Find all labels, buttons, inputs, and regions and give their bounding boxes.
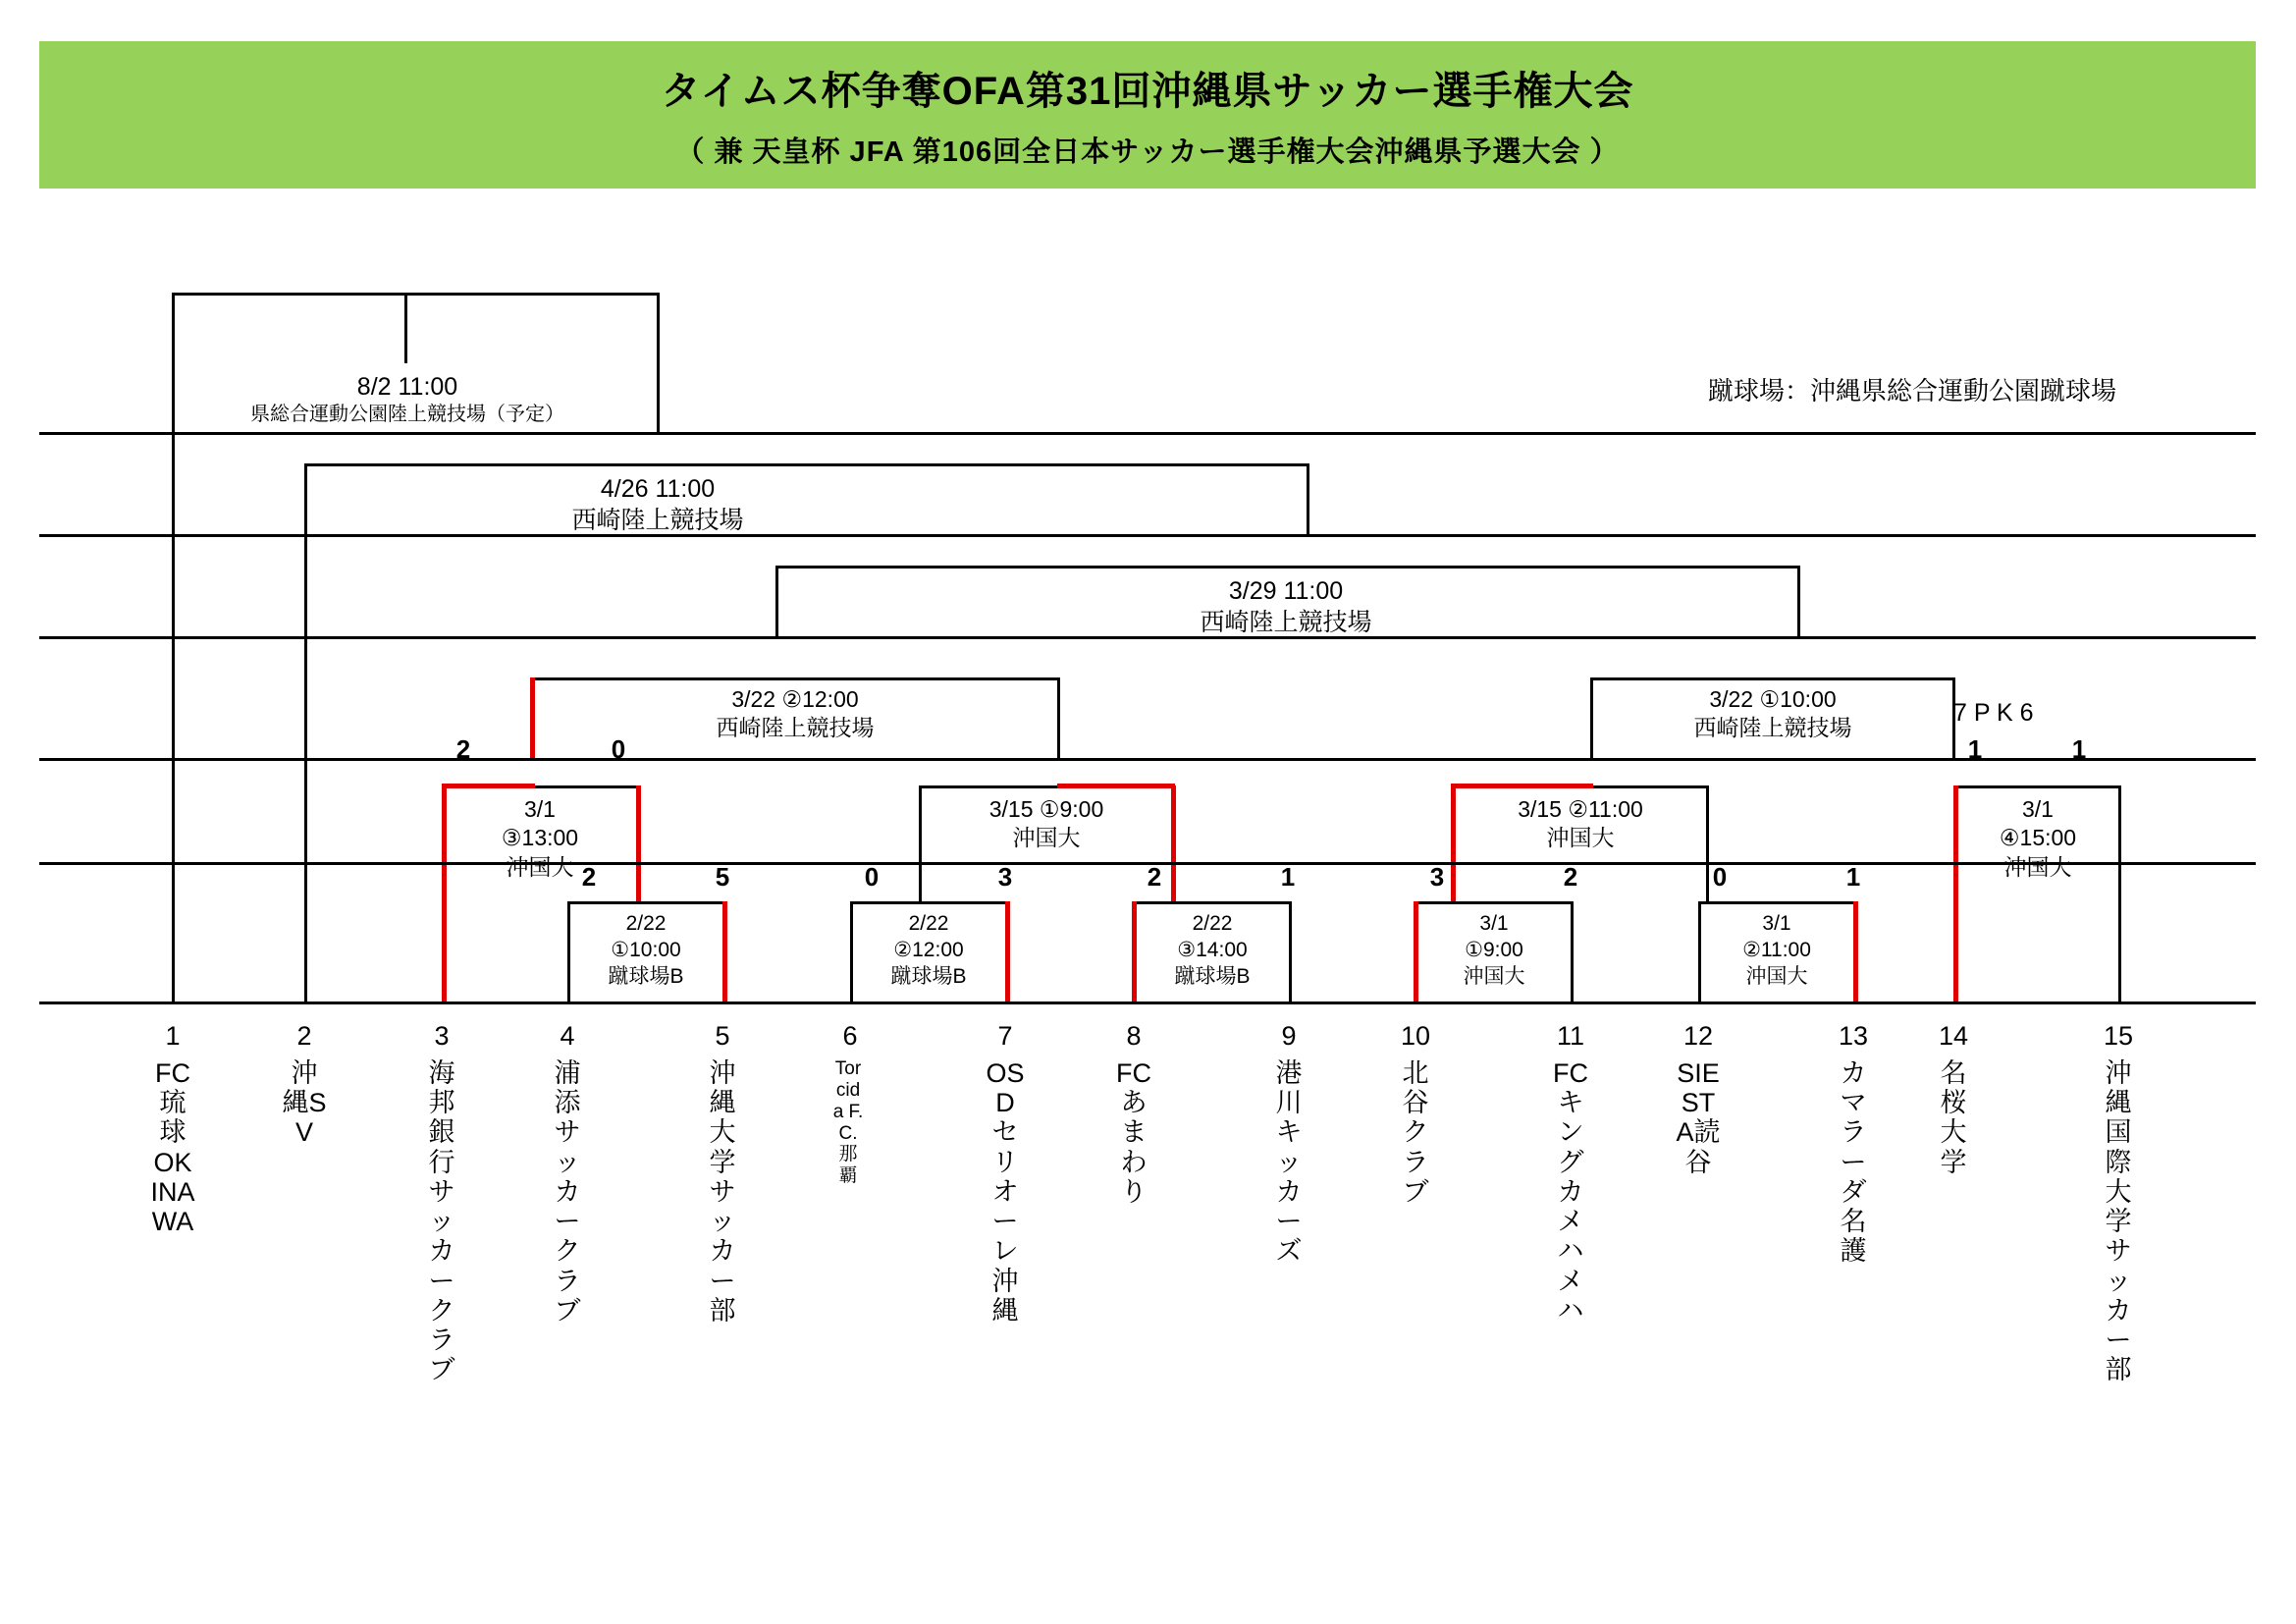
match-r3-right-date: 3/22 ①10:00 (1709, 686, 1837, 712)
line-r1d-top (1415, 901, 1573, 904)
team-name: 沖縄SV (282, 1058, 327, 1148)
line-semi-left (304, 463, 307, 534)
line-r2c-to-r3 (1451, 784, 1593, 788)
match-r1-c-time: ③14:00 (1177, 938, 1248, 961)
seed-number: 7 (997, 1021, 1013, 1051)
match-r1-e-venue: 沖国大 (1745, 964, 1808, 988)
line-r2a-top-winner (442, 784, 535, 788)
line-r1c-top (1134, 901, 1291, 904)
line-r3l-left-winner (530, 677, 535, 758)
team-name: 沖縄大学サッカー部 (709, 1058, 736, 1326)
match-r2-d (1955, 795, 2120, 882)
score-r3-left-left: 2 (455, 734, 471, 764)
score-r3-right-right: 1 (2071, 734, 2087, 764)
match-r1-c-venue: 蹴球場B (1174, 964, 1251, 988)
team-name: カマラーダ名護 (1840, 1058, 1867, 1267)
score-r2-d-left: 3 (1429, 862, 1445, 892)
match-r1-b-venue: 蹴球場B (890, 964, 967, 988)
seed-number: 14 (1938, 1021, 1969, 1051)
score-r2-a-right: 5 (715, 862, 730, 892)
page-subtitle: （ 兼 天皇杯 JFA 第106回全日本サッカー選手権大会沖縄県予選大会 ） (675, 136, 1620, 168)
score-r3-right-left: 1 (1967, 734, 1983, 764)
seed-number: 2 (296, 1021, 312, 1051)
seed-number: 12 (1682, 1021, 1714, 1051)
seed-number: 4 (560, 1021, 575, 1051)
team-name: Torcida F.C.那覇 (832, 1058, 864, 1187)
line-r3l-top (532, 677, 1060, 680)
team-name: 沖縄国際大学サッカー部 (2105, 1058, 2132, 1385)
match-r2-b-date: 3/15 ①9:00 (988, 796, 1104, 822)
match-semi-venue: 西崎陸上競技場 (571, 507, 744, 534)
match-r1-b (850, 911, 1007, 991)
match-final (245, 371, 569, 428)
line-semi-right (1307, 463, 1309, 534)
score-r2-c-left: 2 (1147, 862, 1162, 892)
match-r2-a-time: ③13:00 (501, 825, 579, 851)
page-title: タイムス杯争奪OFA第31回沖縄県サッカー選手権大会 (661, 70, 1634, 113)
team-name: FC琉球 OKINAWA (150, 1058, 195, 1237)
match-r1-b-time: ②12:00 (893, 938, 964, 961)
match-r3-right (1606, 685, 1940, 743)
seed-number: 9 (1281, 1021, 1297, 1051)
seed-number: 15 (2103, 1021, 2134, 1051)
match-r2-d-date: 3/1 (2022, 796, 2054, 822)
line-r3r-top (1590, 677, 1955, 680)
score-r3-left-right: 0 (611, 734, 626, 764)
team-name: 港川キッカーズ (1275, 1058, 1303, 1267)
team-name: FCキングカメハメハ (1553, 1058, 1588, 1326)
match-r1-e (1698, 911, 1855, 991)
stem-1 (172, 432, 175, 1001)
match-r2-a (442, 795, 638, 882)
match-semi-date: 4/26 11:00 (600, 475, 716, 503)
line-q-left (775, 566, 778, 636)
rule-row-6 (39, 1001, 2256, 1004)
line-r1b-top (850, 901, 1007, 904)
team-name: 浦添サッカークラブ (554, 1058, 581, 1326)
line-semi-top (304, 463, 1309, 466)
line-final-right (657, 293, 660, 432)
line-q-right (1797, 566, 1800, 636)
rule-row-1 (39, 432, 2256, 435)
score-r2-b-right: 3 (997, 862, 1013, 892)
score-r2-e-right: 1 (1845, 862, 1861, 892)
match-r1-a-venue: 蹴球場B (608, 964, 684, 988)
match-quarter-right-date: 3/29 11:00 (1228, 577, 1344, 605)
rule-row-2 (39, 534, 2256, 537)
match-r3-left (628, 685, 962, 743)
team-name: OSD セリオーレ沖縄 (986, 1058, 1025, 1326)
match-r1-d-time: ①9:00 (1465, 938, 1523, 961)
match-r2-c-venue: 沖国大 (1546, 825, 1615, 851)
line-r2d-top (1955, 785, 2120, 788)
match-r2-d-time: ④15:00 (1999, 825, 2077, 851)
match-r1-c (1134, 911, 1291, 991)
match-r2-a-date: 3/1 (524, 796, 556, 822)
match-final-venue: 県総合運動公園陸上競技場（予定） (250, 404, 564, 425)
match-r1-d-venue: 沖国大 (1463, 964, 1525, 988)
line-r1e-top (1698, 901, 1855, 904)
team-name: 北谷クラブ (1402, 1058, 1429, 1207)
seed-number: 10 (1400, 1021, 1431, 1051)
line-final-top (172, 293, 660, 296)
match-r1-c-date: 2/22 (1192, 912, 1233, 935)
pk-result: 7 P K 6 (1953, 699, 2034, 727)
match-quarter-right (1119, 575, 1453, 638)
match-r3-left-venue: 西崎陸上競技場 (716, 715, 875, 741)
match-r1-b-date: 2/22 (908, 912, 949, 935)
match-final-date: 8/2 11:00 (356, 373, 458, 401)
seed-number: 13 (1838, 1021, 1869, 1051)
match-quarter-right-venue: 西崎陸上競技場 (1200, 609, 1372, 636)
line-r3r-left (1590, 677, 1593, 758)
seed-number: 5 (715, 1021, 730, 1051)
match-r2-c (1453, 795, 1708, 853)
match-r2-b (919, 795, 1174, 853)
match-r1-a-date: 2/22 (625, 912, 667, 935)
match-r1-e-time: ②11:00 (1742, 938, 1811, 961)
match-r2-a-venue: 沖国大 (506, 853, 574, 880)
team-name: 名桜大学 (1940, 1058, 1967, 1177)
line-final-left (172, 293, 175, 432)
match-r2-c-date: 3/15 ②11:00 (1518, 796, 1643, 822)
rule-row-4 (39, 758, 2256, 761)
seed-number: 8 (1126, 1021, 1142, 1051)
score-r2-e-left: 0 (1712, 862, 1728, 892)
match-r3-left-date: 3/22 ②12:00 (731, 686, 859, 712)
match-r3-right-venue: 西崎陸上競技場 (1693, 715, 1852, 741)
seed-number: 6 (842, 1021, 858, 1051)
team-name: FCあまわり (1116, 1058, 1151, 1207)
match-r1-a-time: ①10:00 (611, 938, 681, 961)
team-name: 海邦銀行サッカークラブ (428, 1058, 455, 1385)
line-r3l-right (1057, 677, 1060, 758)
title-banner (39, 41, 2256, 189)
venue-note: 蹴球場：沖縄県総合運動公園蹴球場 (1708, 376, 2117, 406)
score-r2-a-left: 2 (581, 862, 597, 892)
score-r2-b-left: 0 (864, 862, 880, 892)
score-r2-d-right: 2 (1563, 862, 1578, 892)
stem-2 (304, 534, 307, 1001)
match-r1-d (1415, 911, 1573, 991)
team-name: SIESTA読谷 (1676, 1058, 1721, 1177)
seed-number: 3 (434, 1021, 450, 1051)
match-r1-d-date: 3/1 (1479, 912, 1509, 935)
match-r1-e-date: 3/1 (1762, 912, 1791, 935)
line-r1a-top (567, 901, 724, 904)
line-q-top (775, 566, 1800, 568)
seed-number: 11 (1556, 1021, 1585, 1051)
match-semi (496, 473, 820, 536)
seed-number: 1 (165, 1021, 181, 1051)
match-r2-d-venue: 沖国大 (2003, 853, 2072, 880)
line-final-center (404, 293, 407, 363)
line-r2b-to-r3 (1057, 784, 1175, 788)
match-r2-b-venue: 沖国大 (1012, 825, 1081, 851)
score-r2-c-right: 1 (1280, 862, 1296, 892)
match-r1-a (567, 911, 724, 991)
